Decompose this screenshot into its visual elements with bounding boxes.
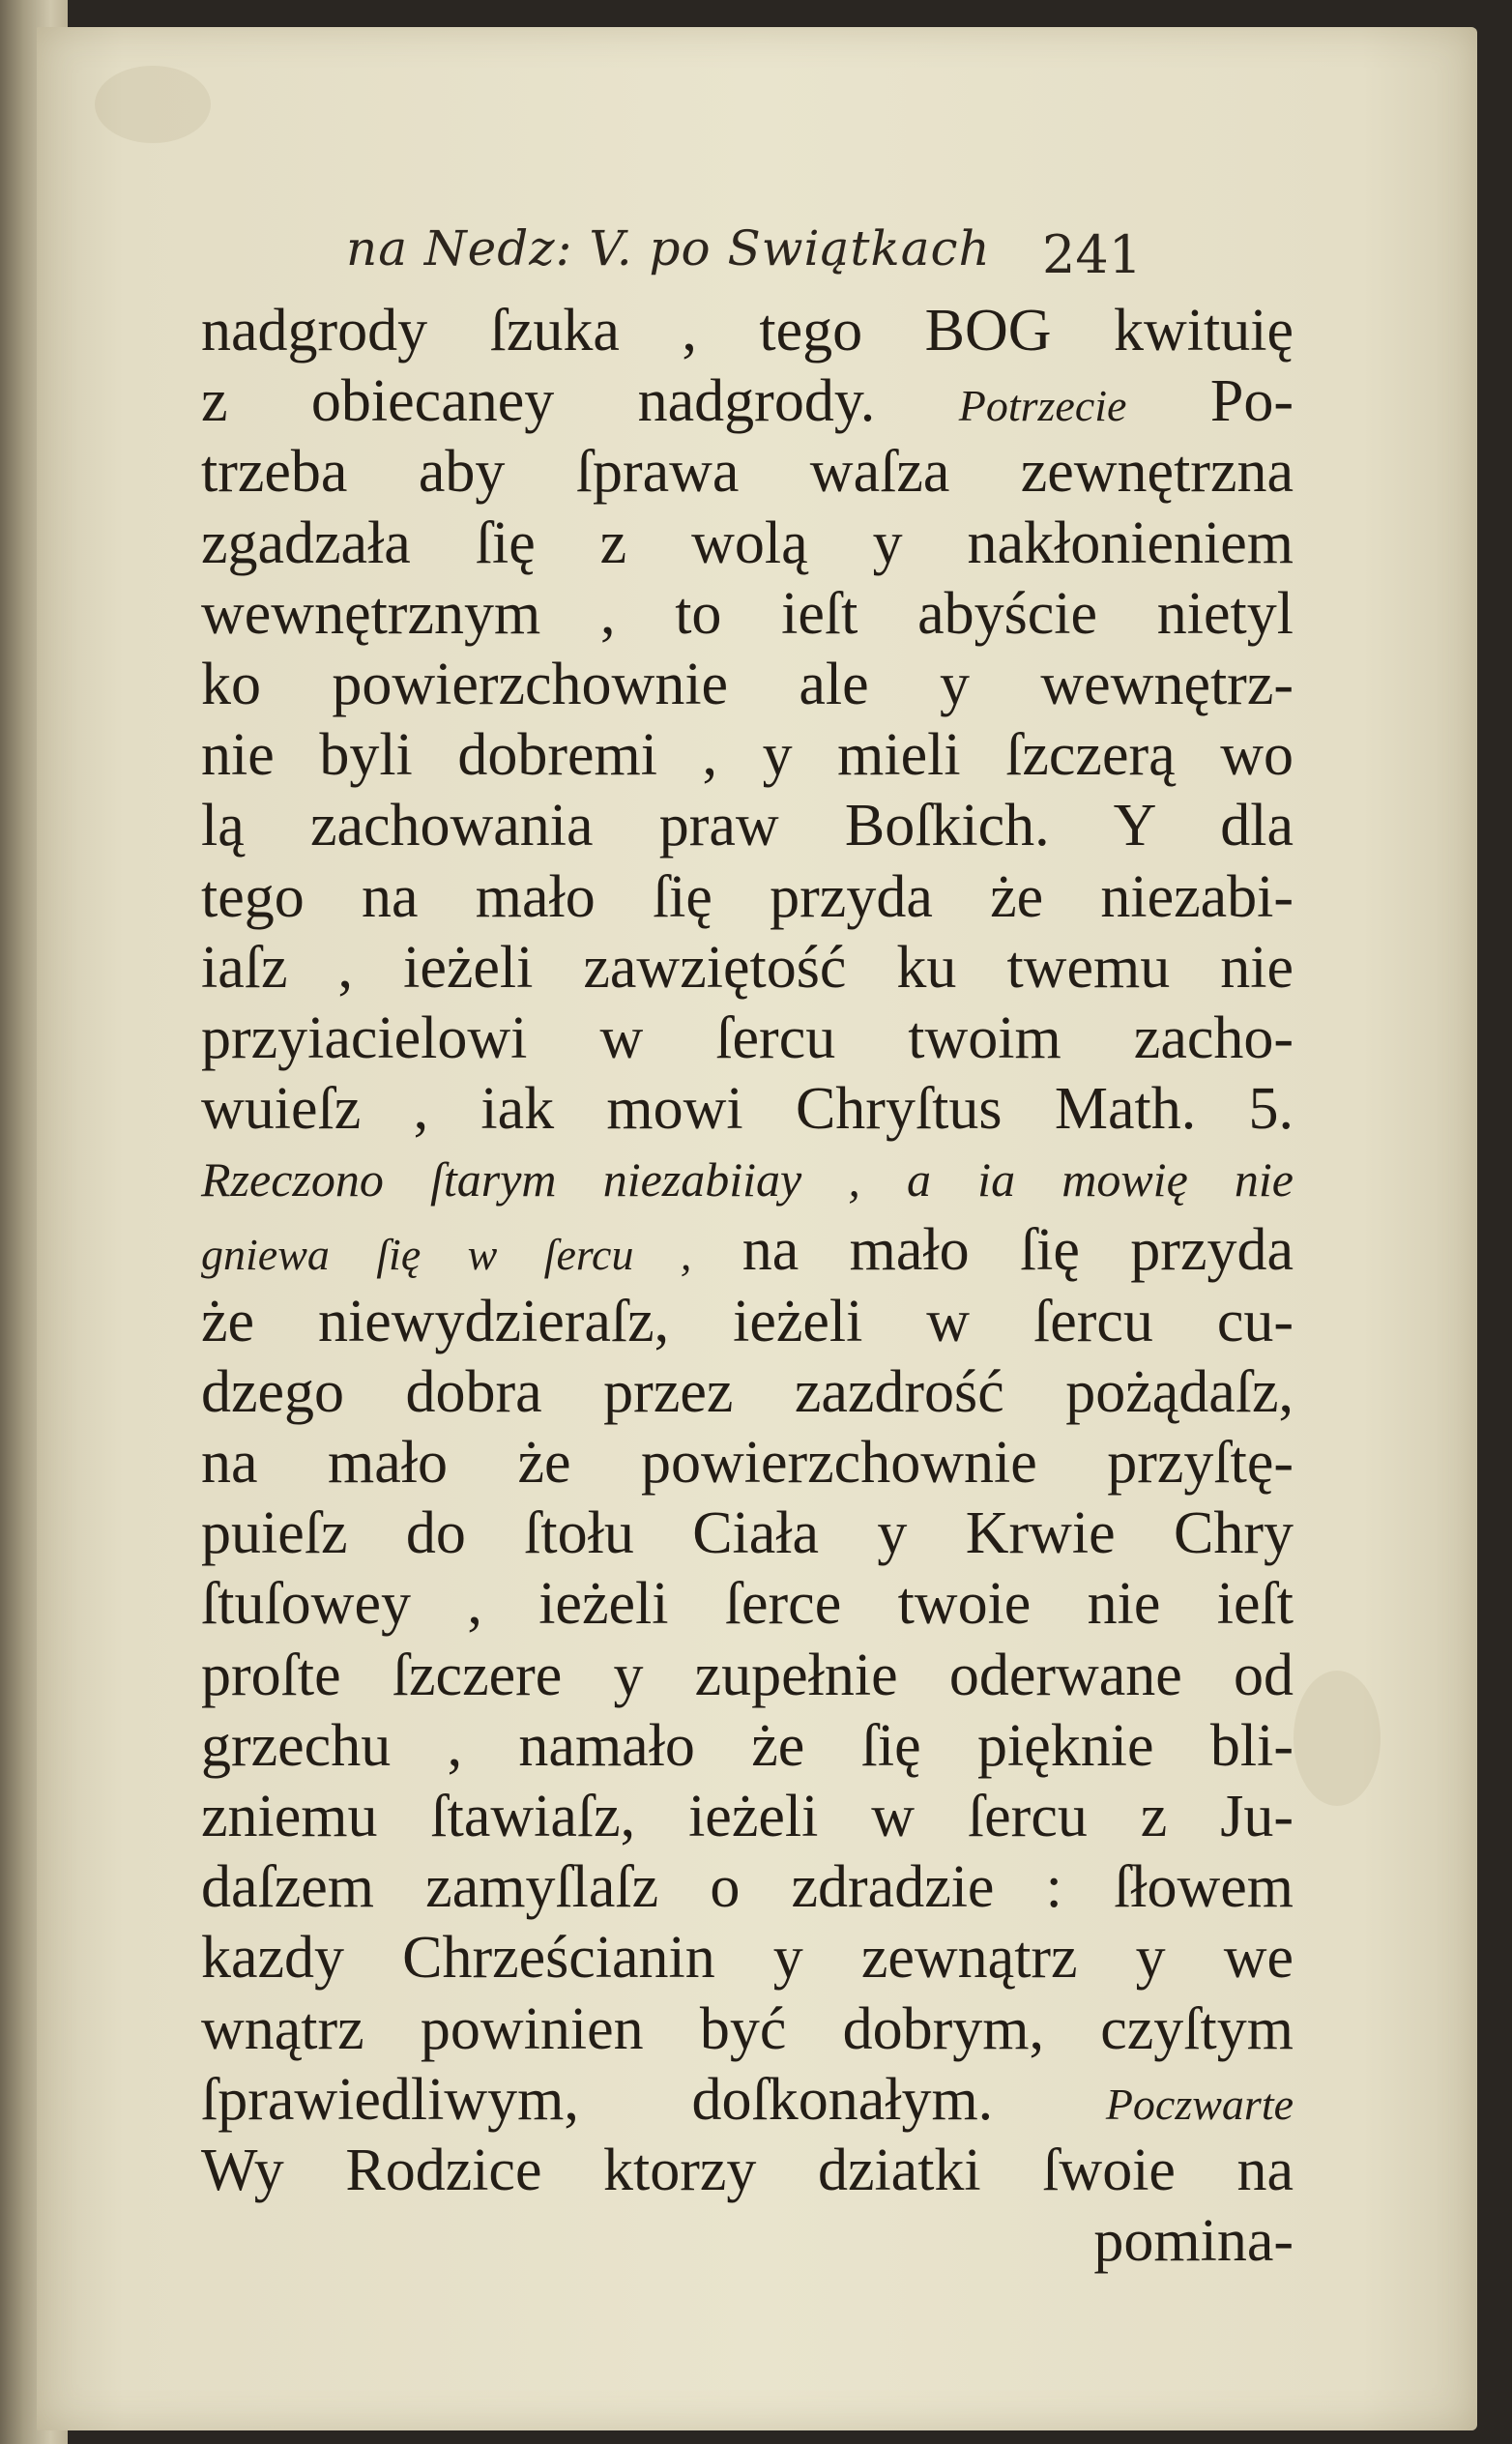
text-segment: na mało że powierzchownie przyſtę- — [201, 1430, 1294, 1496]
text-segment: zniemu ſtawiaſz, ieżeli w ſercu z Ju- — [201, 1783, 1294, 1849]
text-line — [201, 1923, 1294, 1993]
page-number: 241 — [1042, 224, 1143, 285]
book-page — [37, 27, 1477, 2430]
text-segment: nadgrody ſzuka , tego BOG kwituię — [201, 298, 1294, 364]
text-segment: z obiecaney nadgrody. — [201, 368, 876, 435]
text-segment: nie byli dobremi , y mieli ſzczerą wo — [201, 722, 1294, 789]
text-line — [201, 1498, 1294, 1569]
text-segment: kazdy Chrześcianin y zewnątrz y we — [201, 1925, 1294, 1992]
text-line — [201, 579, 1294, 650]
text-line — [201, 1287, 1294, 1357]
text-line — [201, 1428, 1294, 1498]
text-line — [201, 1569, 1294, 1640]
italic-segment: Poczwarte — [1105, 2079, 1294, 2129]
text-line — [201, 1357, 1294, 1428]
text-segment: grzechu , namało że ſię pięknie bli- — [201, 1712, 1294, 1779]
text-line — [201, 720, 1294, 791]
text-line — [201, 1852, 1294, 1923]
text-line — [201, 1994, 1294, 2065]
text-line — [201, 509, 1294, 579]
text-segment: zgadzała ſię z wolą y nakłonieniem — [201, 509, 1294, 576]
text-line — [201, 2136, 1294, 2206]
text-line — [201, 437, 1294, 508]
text-line — [201, 1711, 1294, 1782]
text-line — [201, 366, 1294, 437]
text-line — [201, 1641, 1294, 1711]
text-segment: puieſz do ſtołu Ciała y Krwie Chry — [201, 1500, 1294, 1567]
text-segment: daſzem zamyſlaſz o zdradzie : ſłowem — [201, 1854, 1294, 1921]
italic-segment: gniewa ſię w ſercu , — [201, 1230, 692, 1280]
text-segment: Wy Rodzice ktorzy dziatki ſwoie na — [201, 2137, 1294, 2203]
running-head — [346, 211, 1313, 288]
body-text — [201, 296, 1294, 2277]
text-segment: wuieſz , iak mowi Chryſtus Math. 5. — [201, 1076, 1294, 1143]
catchword: pomina- — [1093, 2208, 1294, 2275]
text-segment: proſte ſzczere y zupełnie oderwane od — [201, 1642, 1294, 1708]
text-segment: iaſz , ieżeli zawziętość ku twemu nie — [201, 934, 1294, 1001]
text-segment: Po- — [1209, 368, 1294, 435]
text-line — [201, 1004, 1294, 1074]
text-segment: lą zachowania praw Boſkich. Y dla — [201, 793, 1294, 859]
paper-stain — [95, 66, 211, 143]
paper-stain — [1294, 1671, 1381, 1806]
text-segment: ſtuſowey , ieżeli ſerce twoie nie ieſt — [201, 1571, 1294, 1638]
text-segment: wnątrz powinien być dobrym, czyſtym — [201, 1995, 1294, 2062]
text-line — [201, 650, 1294, 720]
text-segment: ſprawiedliwym, doſkonałym. — [201, 2066, 994, 2133]
text-segment: trzeba aby ſprawa waſza zewnętrzna — [201, 439, 1294, 506]
text-segment: wewnętrznym , to ieſt abyście nietyl — [201, 580, 1294, 647]
text-line — [201, 296, 1294, 366]
text-segment: tego na mało ſię przyda że niezabi- — [201, 863, 1294, 930]
text-line — [201, 1215, 1294, 1286]
text-line — [201, 2065, 1294, 2136]
text-segment: ko powierzchownie ale y wewnętrz- — [201, 651, 1294, 717]
running-title: na Nedz: V. po Swiątkach — [346, 220, 991, 276]
text-segment: że niewydzieraſz, ieżeli w ſercu cu- — [201, 1288, 1294, 1354]
text-line — [201, 933, 1294, 1004]
text-line — [201, 1074, 1294, 1145]
text-line — [201, 791, 1294, 861]
text-line — [201, 1782, 1294, 1852]
text-segment: przyiacielowi w ſercu twoim zacho- — [201, 1004, 1294, 1071]
text-line: Rzeczono ſtarym niezabiiay , a ia mowię nie — [201, 1152, 1294, 1207]
italic-segment: Potrzecie — [958, 381, 1127, 431]
text-segment: na mało ſię przyda — [741, 1217, 1294, 1284]
text-segment: dzego dobra przez zazdrość pożądaſz, — [201, 1358, 1294, 1425]
text-line — [201, 862, 1294, 933]
